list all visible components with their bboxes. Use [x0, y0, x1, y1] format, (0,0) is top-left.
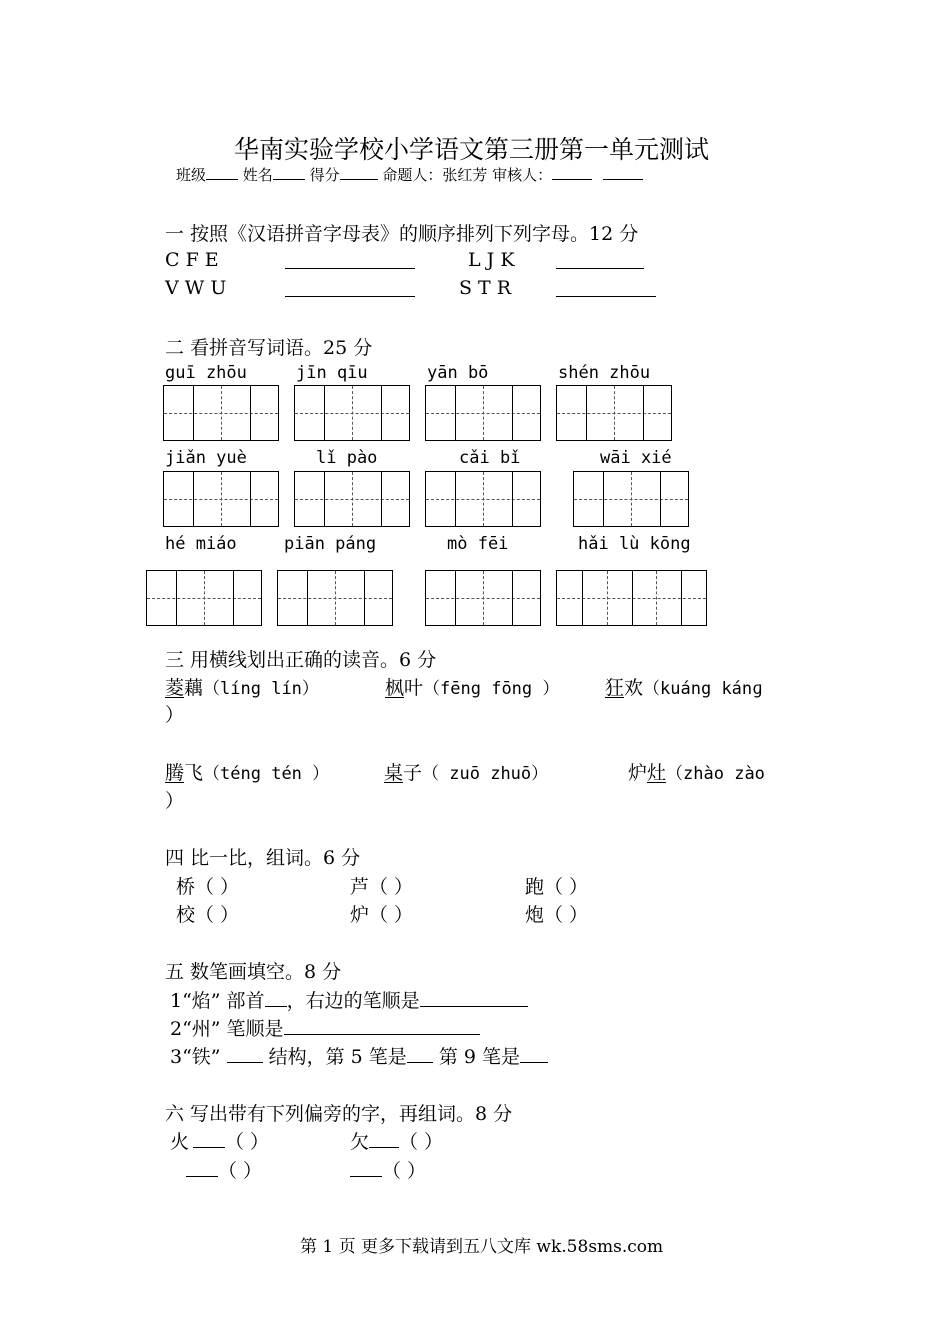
pinyin-label: hé miáo [165, 534, 237, 554]
pinyin-label: yān bō [427, 363, 489, 383]
closing-paren: ） [165, 790, 185, 812]
section-5-title: 五 数笔画填空。8 分 [165, 961, 342, 983]
writing-grid[interactable] [277, 570, 393, 626]
section-2-title: 二 看拼音写词语。25 分 [165, 337, 373, 359]
section-1-title: 一 按照《汉语拼音字母表》的顺序排列下列字母。12 分 [165, 223, 639, 245]
s1-letters-1: C F E [165, 249, 219, 271]
reading-item: 狂欢（kuáng kánɡ [605, 677, 763, 699]
class-label: 班级 [176, 166, 207, 184]
compare-item: 跑（ ） [525, 876, 589, 898]
writing-grid[interactable] [146, 570, 262, 626]
reading-item: 菱藕（líng lín） [165, 677, 319, 699]
compare-item: 桥（ ） [176, 876, 240, 898]
writing-grid[interactable] [163, 471, 279, 527]
s1-letters-2: L J K [468, 249, 515, 271]
writing-grid[interactable] [573, 471, 689, 527]
radical-item: （ ） [350, 1156, 426, 1183]
stroke-question-1: 1“焰” 部首 ，右边的笔顺是 [170, 986, 528, 1013]
pinyin-label: jiǎn yuè [165, 448, 247, 468]
radical-item: （ ） [186, 1156, 262, 1183]
setter-label: 命题人：张红芳 审核人： [382, 166, 553, 184]
s1-letters-3: V W U [165, 277, 227, 299]
answer-line[interactable] [556, 296, 656, 297]
reading-item: 桌子（ zuō zhuō） [384, 762, 549, 784]
student-info-line [176, 164, 643, 185]
compare-item: 炉（ ） [350, 904, 414, 926]
pinyin-label: hǎi lù kōng [578, 534, 691, 554]
writing-grid[interactable] [294, 385, 410, 441]
reading-item: 腾飞（téng tén ） [165, 762, 330, 784]
stroke-question-2: 2“州” 笔顺是 [170, 1014, 480, 1041]
name-label: 姓名 [242, 166, 273, 184]
writing-grid[interactable] [556, 570, 707, 626]
answer-line[interactable] [285, 268, 415, 269]
pinyin-label: jīn qīu [296, 363, 368, 383]
reading-item: 炉灶（zhào zào [628, 762, 765, 784]
pinyin-label: mò fēi [447, 534, 509, 554]
score-label: 得分 [309, 166, 340, 184]
section-3-title: 三 用横线划出正确的读音。6 分 [165, 649, 437, 671]
radical-item: 欠 （ ） [350, 1131, 444, 1153]
compare-item: 炮（ ） [525, 904, 589, 926]
pinyin-label: guī zhōu [165, 363, 247, 383]
pinyin-label: piān páng [284, 534, 377, 554]
writing-grid[interactable] [425, 385, 541, 441]
section-4-title: 四 比一比，组词。6 分 [165, 847, 361, 869]
s1-letters-4: S T R [459, 277, 512, 299]
writing-grid[interactable] [425, 570, 541, 626]
pinyin-label: wāi xié [600, 448, 672, 468]
writing-grid[interactable] [294, 471, 410, 527]
pinyin-label: cǎi bǐ [459, 448, 521, 468]
page-footer: 第 1 页 更多下载请到五八文库 wk.58sms.com [300, 1237, 664, 1257]
writing-grid[interactable] [556, 385, 672, 441]
closing-paren: ） [165, 704, 185, 726]
writing-grid[interactable] [425, 471, 541, 527]
radical-item: 火 （ ） [170, 1131, 270, 1153]
section-6-title: 六 写出带有下列偏旁的字，再组词。8 分 [165, 1103, 513, 1125]
answer-line[interactable] [556, 268, 644, 269]
page-title: 华南实验学校小学语文第三册第一单元测试 [234, 135, 710, 164]
stroke-question-3: 3“铁” 结构，第 5 笔是 第 9 笔是 [170, 1042, 548, 1069]
compare-item: 校（ ） [176, 904, 240, 926]
compare-item: 芦（ ） [350, 876, 414, 898]
pinyin-label: shén zhōu [558, 363, 651, 383]
writing-grid[interactable] [163, 385, 279, 441]
pinyin-label: lǐ pào [316, 448, 378, 468]
answer-line[interactable] [285, 296, 415, 297]
reading-item: 枫叶（fēng fōng ） [385, 677, 560, 699]
